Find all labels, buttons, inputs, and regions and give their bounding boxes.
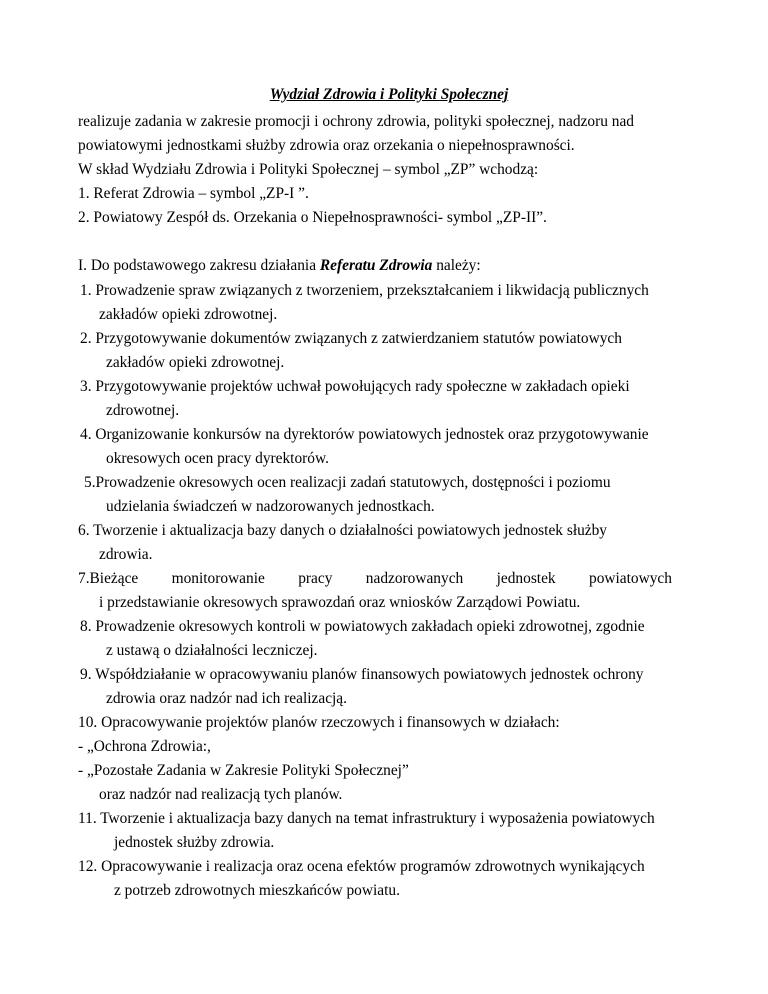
word: monitorowanie	[171, 570, 265, 587]
list-item: 3. Przygotowywanie projektów uchwał powołujących rady społeczne w zakładach opieki	[80, 378, 630, 395]
list-item-continuation: udzielania świadczeń w nadzorowanych jednostkach.	[106, 498, 435, 515]
list-item: 10. Opracowywanie projektów planów rzeczowych i finansowych w działach:	[78, 714, 560, 731]
list-item: 11. Tworzenie i aktualizacja bazy danych na temat infrastruktury i wyposażenia powiatowych	[78, 810, 655, 827]
list-item: 8. Prowadzenie okresowych kontroli w powiatowych zakładach opieki zdrowotnej, zgodnie	[80, 618, 645, 635]
intro-list-item: 1. Referat Zdrowia – symbol „ZP-I ”.	[78, 185, 309, 202]
list-item-continuation: okresowych ocen pracy dyrektorów.	[106, 450, 329, 467]
list-item-justified	[78, 569, 672, 589]
list-item: 5.Prowadzenie okresowych ocen realizacji zadań statutowych, dostępności i poziomu	[84, 474, 611, 491]
section-heading-prefix: I. Do podstawowego zakresu działania	[78, 257, 320, 274]
list-item-continuation: zakładów opieki zdrowotnej.	[99, 306, 278, 323]
list-item-continuation: z potrzeb zdrowotnych mieszkańców powiatu.	[114, 882, 400, 899]
list-item-continuation: zdrowia oraz nadzór nad ich realizacją.	[106, 690, 347, 707]
section-heading-emphasis: Referatu Zdrowia	[319, 257, 433, 274]
section-heading-suffix: należy:	[432, 257, 481, 274]
list-item: 12. Opracowywanie i realizacja oraz ocena efektów programów zdrowotnych wynikających	[78, 858, 645, 875]
list-item: 9. Współdziałanie w opracowywaniu planów finansowych powiatowych jednostek ochrony	[80, 666, 644, 683]
list-item: 2. Przygotowywanie dokumentów związanych z zatwierdzaniem statutów powiatowych	[80, 330, 622, 347]
intro-line: realizuje zadania w zakresie promocji i ochrony zdrowia, polityki społecznej, nadzoru nad	[78, 113, 634, 130]
word: nadzorowanych	[365, 570, 464, 587]
sub-list-item: - „Ochrona Zdrowia:,	[78, 738, 211, 755]
list-item: 1. Prowadzenie spraw związanych z tworzeniem, przekształcaniem i likwidacją publicznych	[80, 282, 649, 299]
list-item-continuation: oraz nadzór nad realizacją tych planów.	[99, 786, 343, 803]
document-title: Wydział Zdrowia i Polityki Społecznej	[269, 86, 509, 103]
intro-line: W skład Wydziału Zdrowia i Polityki Społecznej – symbol „ZP” wchodzą:	[78, 161, 539, 178]
list-item: 6. Tworzenie i aktualizacja bazy danych o działalności powiatowych jednostek służby	[78, 522, 608, 539]
list-item: 4. Organizowanie konkursów na dyrektorów powiatowych jednostek oraz przygotowywanie	[80, 426, 649, 443]
section-heading	[78, 256, 481, 276]
list-item-continuation: i przedstawianie okresowych sprawozdań oraz wniosków Zarządowi Powiatu.	[99, 594, 581, 611]
list-item-continuation: zdrowotnej.	[106, 402, 180, 419]
word: 7.Bieżące	[78, 570, 139, 587]
intro-list-item: 2. Powiatowy Zespół ds. Orzekania o Niepełnosprawności- symbol „ZP-II”.	[78, 209, 547, 226]
intro-line: powiatowymi jednostkami służby zdrowia oraz orzekania o niepełnosprawności.	[78, 137, 575, 154]
word: powiatowych	[589, 570, 672, 587]
list-item-continuation: zakładów opieki zdrowotnej.	[106, 354, 285, 371]
sub-list-item: - „Pozostałe Zadania w Zakresie Polityki Społecznej”	[78, 762, 409, 779]
list-item-continuation: jednostek służby zdrowia.	[114, 834, 275, 851]
list-item-continuation: zdrowia.	[99, 546, 153, 563]
word: jednostek	[496, 570, 556, 587]
list-item-continuation: z ustawą o działalności leczniczej.	[106, 642, 318, 659]
word: pracy	[298, 570, 333, 587]
